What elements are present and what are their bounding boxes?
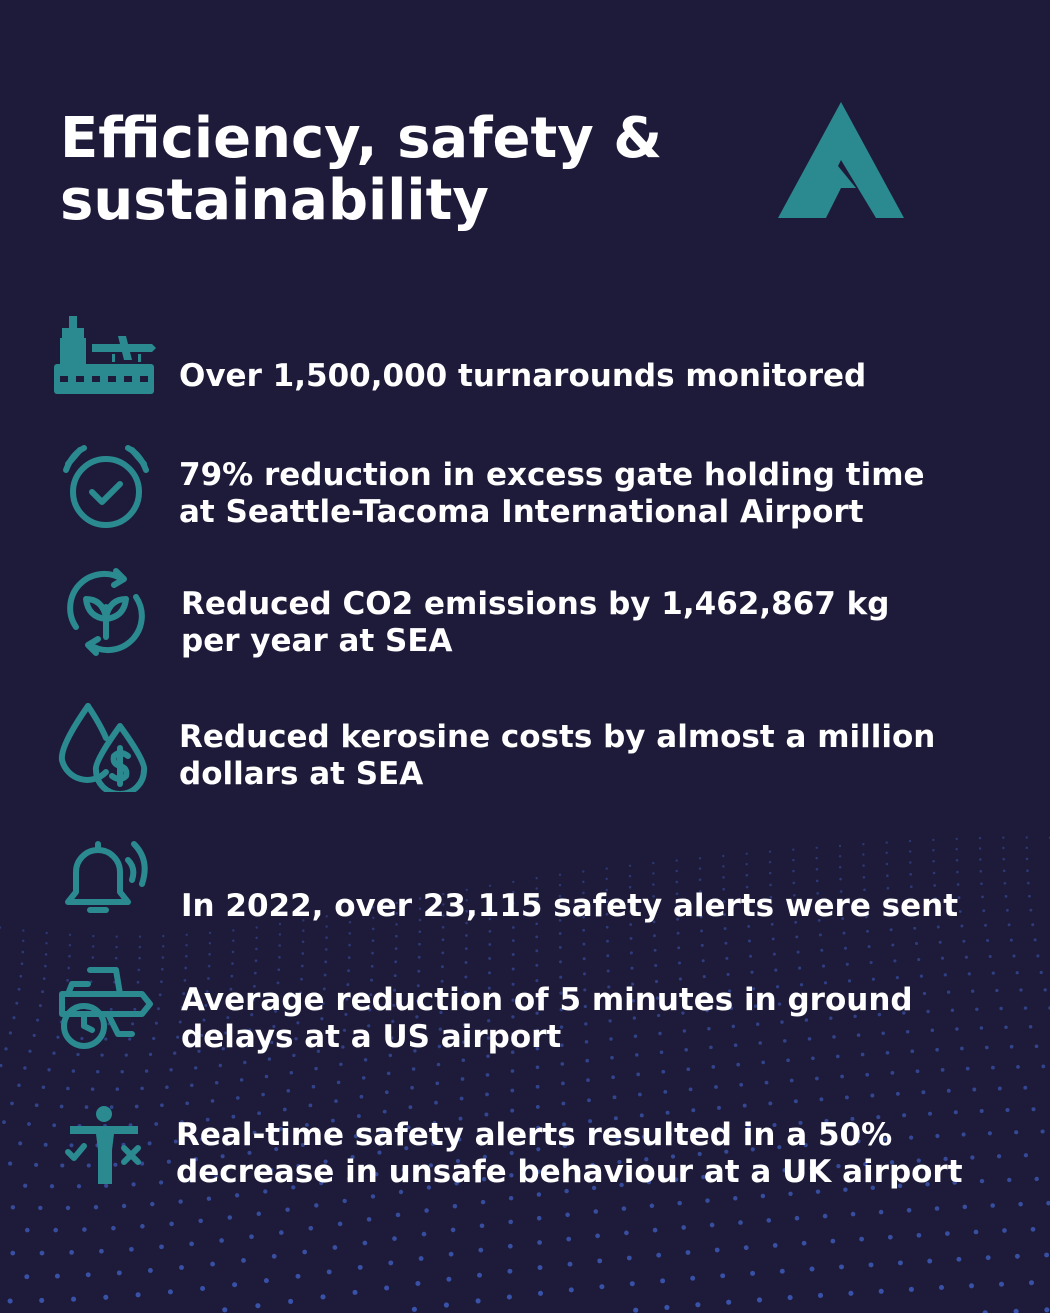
stat-row xyxy=(0,962,1050,1062)
triangle-logo-icon xyxy=(778,102,904,218)
stat-text: Reduced kerosine costs by almost a million dollars at SEA xyxy=(179,719,936,792)
stat-text: Reduced CO2 emissions by 1,462,867 kg per year at SEA xyxy=(181,586,890,659)
stat-row xyxy=(0,700,1050,800)
stat-row xyxy=(0,312,1050,402)
eco-leaf-cycle-icon xyxy=(64,567,148,657)
stat-text: 79% reduction in excess gate holding time at Seattle-Tacoma International Airport xyxy=(179,457,925,530)
ringing-bell-icon xyxy=(58,830,150,926)
stat-row xyxy=(0,565,1050,665)
airport-tower-icon xyxy=(52,316,156,396)
fuel-drops-dollar-icon xyxy=(56,702,152,792)
stat-row xyxy=(0,830,1050,930)
tug-vehicle-clock-icon xyxy=(58,964,154,1054)
stat-text: In 2022, over 23,115 safety alerts were sent xyxy=(181,888,959,924)
stat-text: Real-time safety alerts resulted in a 50% decrease in unsafe behaviour at a UK airport xyxy=(176,1117,963,1190)
person-check-cross-icon xyxy=(64,1104,144,1190)
stat-text: Average reduction of 5 minutes in ground delays at a US airport xyxy=(181,982,913,1055)
stat-text: Over 1,500,000 turnarounds monitored xyxy=(179,358,867,394)
stat-row xyxy=(0,1100,1050,1200)
alarm-clock-check-icon xyxy=(62,442,150,532)
page-title: Efficiency, safety & sustainability xyxy=(60,106,663,233)
stat-row xyxy=(0,440,1050,540)
